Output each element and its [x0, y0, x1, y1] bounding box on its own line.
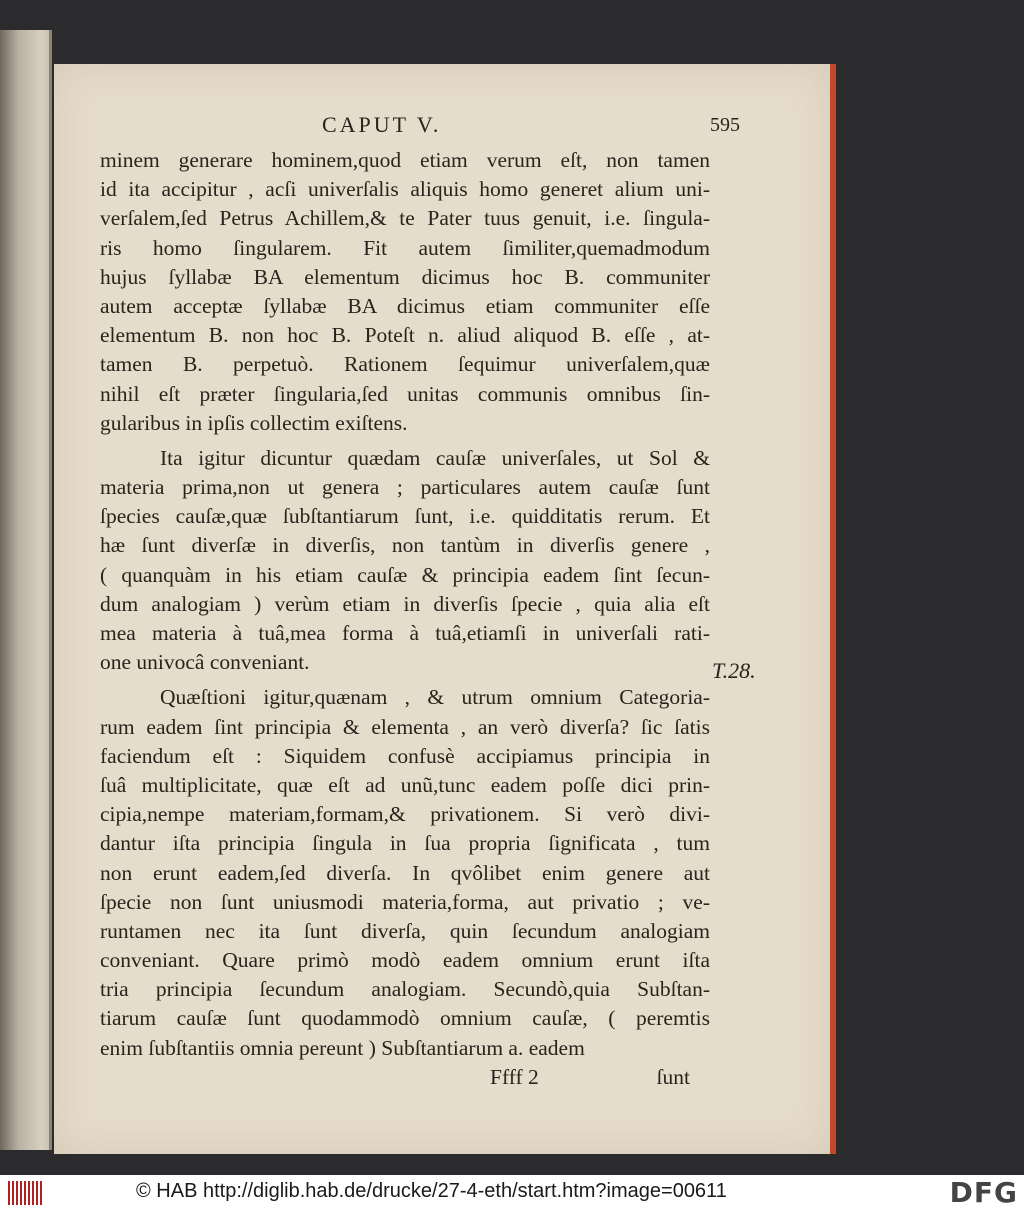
- text-line: one univocâ conveniant.: [100, 650, 310, 675]
- text-line: faciendum eſt : Siquidem confusè accipiamus principia in: [100, 743, 710, 768]
- text-line: nihil eſt præter ſingularia,ſed unitas communis omnibus ſin-: [100, 381, 710, 406]
- text-line: tamen B. perpetuò. Rationem ſequimur univerſalem,quæ: [100, 352, 710, 377]
- text-line: mea materia à tuâ,mea forma à tuâ,etiamſi in univerſali rati-: [100, 621, 710, 645]
- text-line: Ita igitur dicuntur quædam cauſæ univerſales, ut Sol &: [160, 445, 710, 470]
- text-line: ( quanquàm in his etiam cauſæ & principia eadem ſint ſecun-: [100, 562, 710, 587]
- text-line: ris homo ſingularem. Fit autem ſimiliter,quemadmodum: [100, 235, 710, 260]
- catchword: ſunt: [656, 1064, 690, 1089]
- text-line: enim ſubſtantiis omnia pereunt ) Subſtantiarum a. eadem: [100, 1035, 585, 1060]
- text-line: non erunt eadem,ſed diverſa. In qvôlibet enim genere aut: [100, 860, 710, 885]
- previous-page-edge: [0, 30, 52, 1150]
- text-line: tiarum cauſæ ſunt quodammodò omnium cauſæ, ( peremtis: [100, 1006, 710, 1031]
- text-line: ſpecie non ſunt uniusmodi materia,forma, aut privatio ; ve-: [100, 889, 710, 914]
- text-line: rum eadem ſint principia & elementa , an verò diverſa? ſic ſatis: [100, 714, 710, 739]
- text-line: hujus ſyllabæ BA elementum dicimus hoc B. communiter: [100, 264, 710, 289]
- signature-mark: Ffff 2: [490, 1064, 539, 1089]
- footer-bar: [0, 1175, 1024, 1209]
- text-line: hæ ſunt diverſæ in diverſis, non tantùm in diverſis genere ,: [100, 533, 710, 558]
- hab-logo-icon: [8, 1181, 46, 1205]
- paragraph-3: [100, 683, 710, 1062]
- text-line: runtamen nec ita ſunt diverſa, quin ſecundum analogiam: [100, 918, 710, 943]
- text-line: dum analogiam ) verùm etiam in diverſis ſpecie , quia alia eſt: [100, 591, 710, 616]
- text-line: tria principia ſecundum analogiam. Secundò,quia Subſtan-: [100, 977, 710, 1002]
- text-line: gularibus in ipſis collectim exiſtens.: [100, 410, 408, 435]
- page-red-edge: [830, 64, 836, 1154]
- text-line: verſalem,ſed Petrus Achillem,& te Pater tuus genuit, i.e. ſingula-: [100, 206, 710, 231]
- text-line: conveniant. Quare primò modò eadem omnium erunt iſta: [100, 948, 710, 973]
- text-line: cipia,nempe materiam,formam,& privationem. Si verò divi-: [100, 802, 710, 827]
- running-head: [100, 112, 740, 146]
- page-number: 595: [710, 114, 740, 136]
- paragraph-2: [100, 444, 710, 678]
- text-line: elementum B. non hoc B. Poteſt n. aliud aliquod B. eſſe , at-: [100, 323, 710, 348]
- margin-note: T.28.: [712, 658, 756, 683]
- text-line: Quæſtioni igitur,quænam , & utrum omnium Categoria-: [160, 685, 710, 710]
- text-line: ſuâ multiplicitate, quæ eſt ad unũ,tunc eadem poſſe dici prin-: [100, 772, 710, 797]
- dfg-logo: DFG: [949, 1176, 1018, 1209]
- text-line: dantur iſta principia ſingula in ſua propria ſignificata , tum: [100, 831, 710, 856]
- chapter-title: CAPUT V.: [322, 112, 442, 137]
- text-line: ſpecies cauſæ,quæ ſubſtantiarum ſunt, i.e. quidditatis rerum. Et: [100, 504, 710, 529]
- page-footer-line: [100, 1063, 710, 1092]
- text-line: minem generare hominem,quod etiam verum eſt, non tamen: [100, 148, 710, 172]
- text-line: id ita accipitur , acſi univerſalis aliquis homo generet alium uni-: [100, 177, 710, 202]
- copyright-link[interactable]: © HAB http://diglib.hab.de/drucke/27-4-eth/start.htm?image=00611: [136, 1180, 727, 1202]
- text-line: autem acceptæ ſyllabæ BA dicimus etiam communiter eſſe: [100, 293, 710, 318]
- paragraph-1: [100, 146, 710, 438]
- text-line: materia prima,non ut genera ; particulares autem cauſæ ſunt: [100, 475, 710, 500]
